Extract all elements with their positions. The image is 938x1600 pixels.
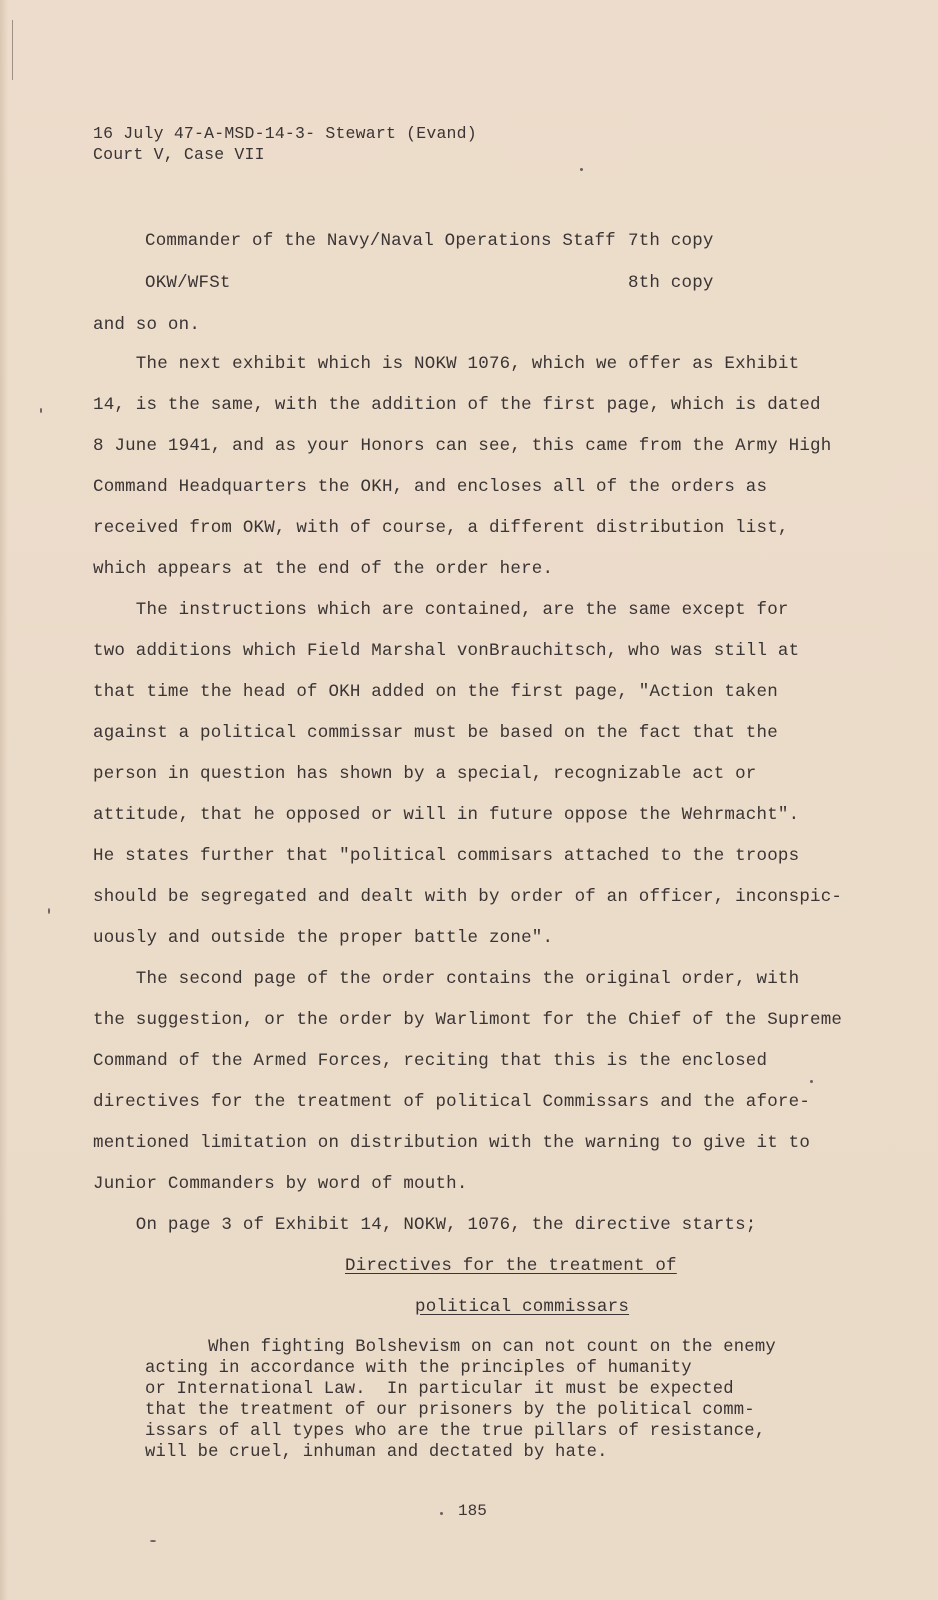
quote-line: will be cruel, inhuman and dectated by hate.	[145, 1443, 608, 1462]
scan-speck	[150, 1540, 156, 1542]
page-number: 185	[458, 1502, 487, 1520]
quote-line: issars of all types who are the true pillars of resistance,	[145, 1422, 766, 1441]
distribution-recipient: Commander of the Navy/Naval Operations Staff	[145, 231, 616, 251]
scan-speck	[580, 168, 583, 171]
body-line: received from OKW, with of course, a different distribution list,	[93, 518, 789, 538]
margin-pencil-mark	[12, 20, 15, 80]
body-line: directives for the treatment of political Commissars and the afore-	[93, 1092, 811, 1112]
body-line: The next exhibit which is NOKW 1076, which we offer as Exhibit	[93, 354, 800, 374]
scan-speck	[810, 1080, 813, 1083]
quote-line: that the treatment of our prisoners by the political comm-	[145, 1401, 755, 1420]
body-line: Command of the Armed Forces, reciting that this is the enclosed	[93, 1051, 768, 1071]
directive-title-line-1: Directives for the treatment of	[345, 1256, 677, 1276]
header-line-2: Court V, Case VII	[93, 145, 265, 164]
body-line: which appears at the end of the order here.	[93, 559, 554, 579]
scan-speck	[48, 908, 50, 914]
quote-line: When fighting Bolshevism on can not count on the enemy	[145, 1338, 776, 1357]
body-line: Junior Commanders by word of mouth.	[93, 1174, 468, 1194]
body-line: The second page of the order contains the original order, with	[93, 969, 800, 989]
distribution-copy: 7th copy	[628, 231, 714, 251]
body-line: attitude, that he opposed or will in future oppose the Wehrmacht".	[93, 805, 800, 825]
body-line: should be segregated and dealt with by order of an officer, inconspic-	[93, 887, 843, 907]
and-so-on: and so on.	[93, 315, 201, 335]
directive-title-line-2: political commissars	[415, 1297, 630, 1317]
body-line: person in question has shown by a special, recognizable act or	[93, 764, 757, 784]
body-line: that time the head of OKH added on the first page, "Action taken	[93, 682, 778, 702]
quote-line: or International Law. In particular it must be expected	[145, 1380, 734, 1399]
header-line-1: 16 July 47-A-MSD-14-3- Stewart (Evand)	[93, 124, 477, 143]
body-line: against a political commissar must be based on the fact that the	[93, 723, 778, 743]
body-line: mentioned limitation on distribution with the warning to give it to	[93, 1133, 811, 1153]
distribution-copy: 8th copy	[628, 273, 714, 293]
body-line: On page 3 of Exhibit 14, NOKW, 1076, the directive starts;	[93, 1215, 757, 1235]
quote-line: acting in accordance with the principles of humanity	[145, 1359, 692, 1378]
body-line: two additions which Field Marshal vonBrauchitsch, who was still at	[93, 641, 800, 661]
body-line: uously and outside the proper battle zone".	[93, 928, 554, 948]
body-line: the suggestion, or the order by Warlimont for the Chief of the Supreme	[93, 1010, 843, 1030]
scan-speck	[440, 1512, 443, 1515]
body-line: He states further that "political commisars attached to the troops	[93, 846, 800, 866]
body-line: 14, is the same, with the addition of the first page, which is dated	[93, 395, 821, 415]
scan-speck	[40, 408, 42, 413]
page-edge-shadow	[0, 0, 8, 1600]
distribution-recipient: OKW/WFSt	[145, 273, 231, 293]
body-line: Command Headquarters the OKH, and encloses all of the orders as	[93, 477, 768, 497]
body-line: The instructions which are contained, are the same except for	[93, 600, 789, 620]
body-line: 8 June 1941, and as your Honors can see, this came from the Army High	[93, 436, 832, 456]
